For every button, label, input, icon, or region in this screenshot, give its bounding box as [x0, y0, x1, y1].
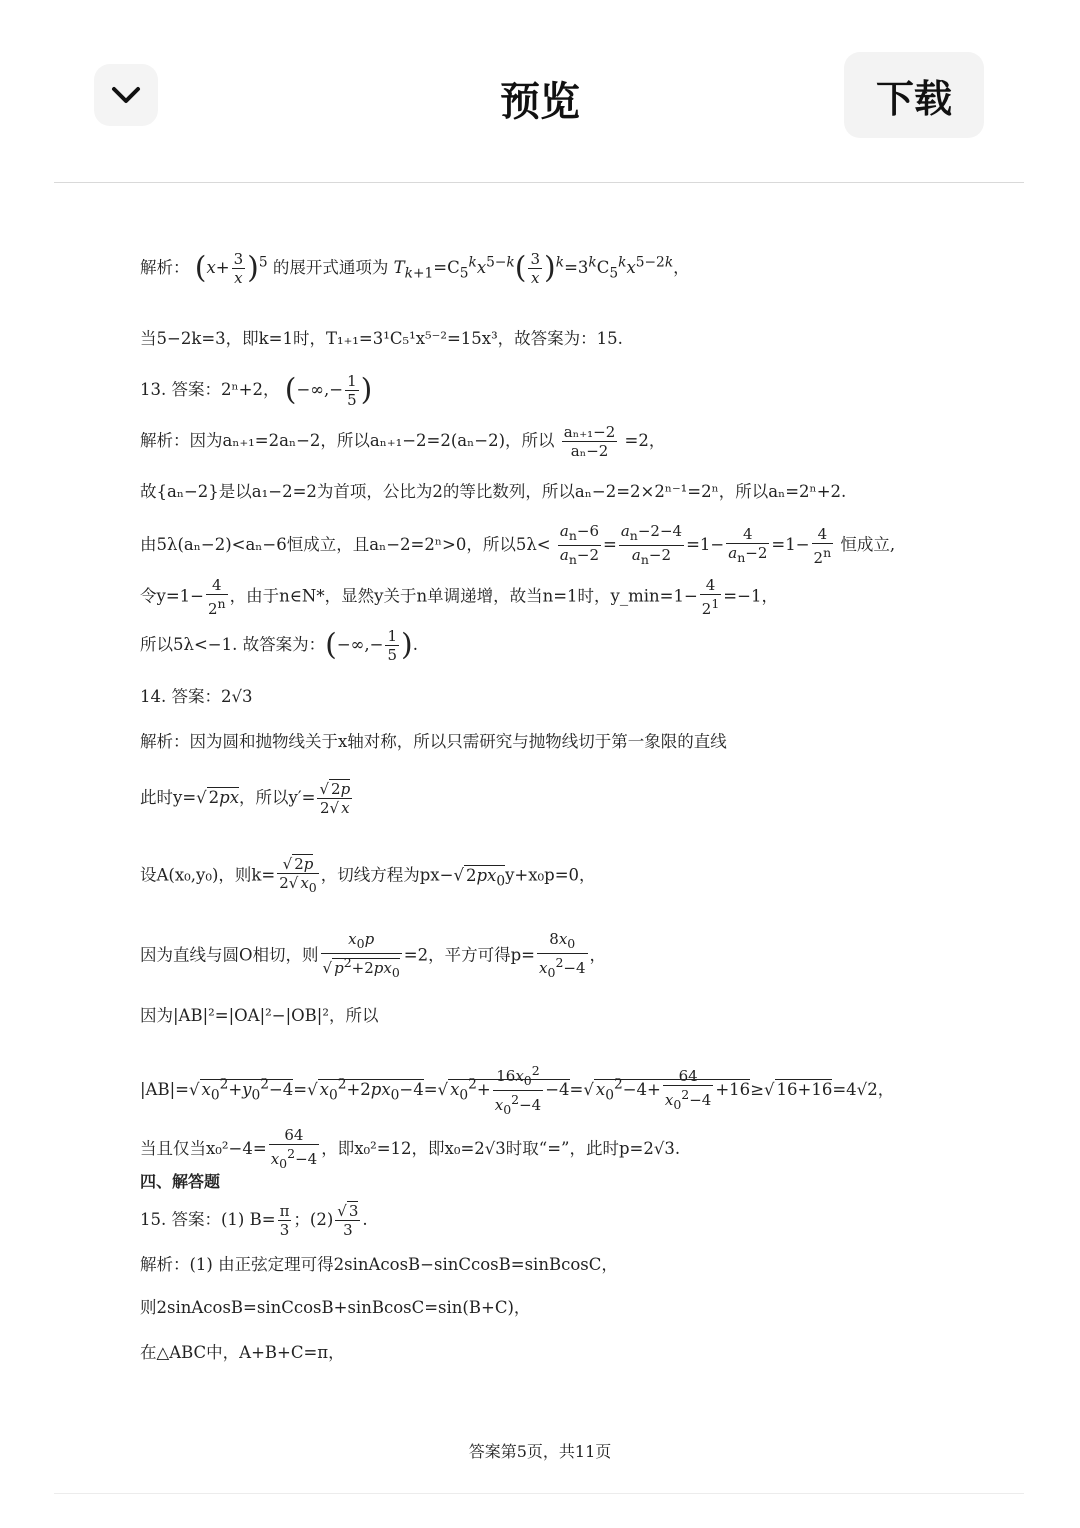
answer-14: 14. 答案：2√3: [140, 687, 253, 706]
solution-14-line-1: 解析：因为圆和抛物线关于x轴对称，所以只需研究与抛物线切于第一象限的直线: [140, 732, 727, 751]
solution-14-line-2: 此时y=√ 2px，所以y′= $\frac{√ 2p}{2√ x}$: [140, 780, 351, 817]
solution-14-line-6: |AB|=√ $x_0^2+y_0^2-4=√$ $x_0^2+2px_0-4=√$ $x_0^2+$ $\frac{16x_0^2}{x_0^2-4}$ −4=√ $x_0^2-4+$ $\frac{64}{x_0^2-4}$ +16≥√ 16+16=4√2，: [140, 1063, 895, 1117]
solution-15-line-3: 在△ABC中，A+B+C=π，: [140, 1343, 345, 1362]
solution-13-line-4: 令y=1− $\frac{4}{2^n}$ ，由于n∈N*，显然y关于n单调递增，故当n=1时，y_min=1− $\frac{4}{2^1}$ =−1，: [140, 576, 778, 618]
solution-15-line-2: 则2sinAcosB=sinCcosB+sinBcosC=sin(B+C)，: [140, 1298, 531, 1317]
solution-13-line-2: 故{aₙ−2}是以a₁−2=2为首项，公比为2的等比数列，所以aₙ−2=2×2ⁿ⁻¹=2ⁿ，所以aₙ=2ⁿ+2.: [140, 482, 847, 501]
solution-12-line-2: 当5−2k=3，即k=1时，T₁₊₁=3¹C₅¹x⁵⁻²=15x³，故答案为：15.: [140, 329, 623, 348]
solution-13-line-5: 所以5λ<−1. 故答案为：(−∞,− $\frac{1}{5}$ ).: [140, 627, 418, 664]
solution-14-line-7: 当且仅当x₀²−4= $\frac{64}{x_0^2-4}$ ，即x₀²=12，即x₀=2√3时取“=”，此时p=2√3.: [140, 1126, 681, 1171]
answer-15: 15. 答案：(1) B= $\frac{\pi}{3}$ ；(2) $\frac{√ 3}{3}$ .: [140, 1202, 368, 1239]
download-button[interactable]: 下载: [844, 52, 984, 138]
answer-13: 13. 答案：2ⁿ+2， (−∞,− $\frac{1}{5}$ ): [140, 372, 373, 409]
solution-13-line-1: 解析：因为aₙ₊₁=2aₙ−2，所以aₙ₊₁−2=2(aₙ−2)，所以 $\frac{\text{aₙ₊₁−2}}{\text{aₙ−2}}$ =2，: [140, 423, 666, 460]
solution-14-line-4: 因为直线与圆O相切，则 $\frac{x_0p}{√ p^2+2px_0}$ =2，平方可得p= $\frac{8x_0}{x_0^2-4}$ ，: [140, 930, 607, 980]
solution-14-line-5: 因为|AB|²=|OA|²−|OB|²，所以: [140, 1006, 379, 1025]
solution-12-line-1: 解析： (x+ $\frac{3}{x}$ )$^5$ 的展开式通项为 $T_{k+1}=C_5^kx^{5-k}$( $\frac{3}{x}$ )$^k=3^kC_5^kx^{5-2k}$，: [140, 250, 690, 287]
bottom-divider: [54, 1493, 1024, 1494]
section-heading: 四、解答题: [140, 1172, 221, 1191]
solution-14-line-3: 设A(x₀,y₀)，则k= $\frac{√ 2p}{2√ x_0}$ ，切线方程为px−√ $2px_0y+x_0p=0$，: [140, 855, 596, 895]
page-footer: 答案第5页，共11页: [468, 1442, 612, 1461]
solution-15-line-1: 解析：(1) 由正弦定理可得2sinAcosB−sinCcosB=sinBcosC，: [140, 1255, 618, 1274]
solution-13-line-3: 由5λ(aₙ−2)<aₙ−6恒成立，且aₙ−2=2ⁿ>0，所以5λ< $\frac{a_n-6}{a_n-2}$ = $\frac{a_n-2-4}{a_n-2}$ =1− $\frac{4}{a_n-2}$ =1− $\frac{4}{2^n}$ 恒成立,: [140, 522, 896, 567]
page-title: 预览: [500, 79, 580, 125]
